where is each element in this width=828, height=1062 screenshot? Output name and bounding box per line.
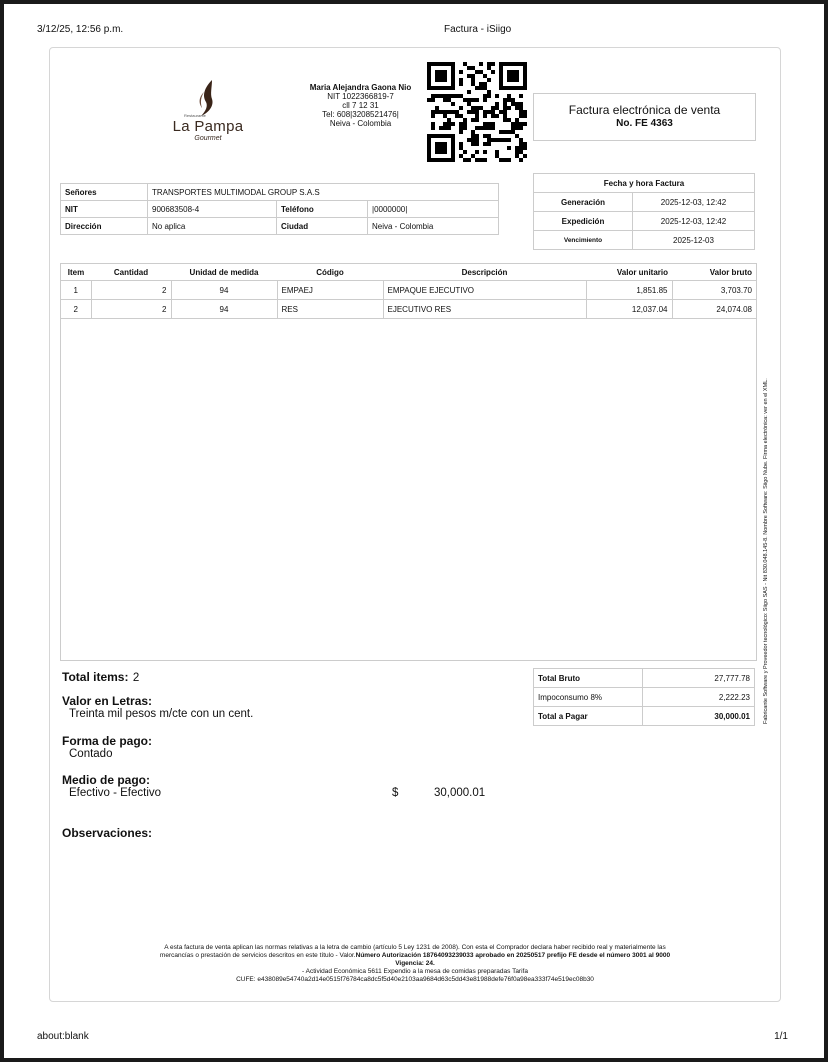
legal-vigencia: Vigencia: 24.: [395, 960, 435, 967]
medio-pago-label: Medio de pago:: [62, 773, 150, 787]
col-codigo: Código: [277, 264, 383, 281]
cell-codigo: RES: [277, 300, 383, 319]
cell-unidad: 94: [171, 300, 277, 319]
software-provider-note: Fabricante Software y Proveedor tecnológico: Siigo SAS - Nit 830.048.145-8. Nombre Software: Siigo Nube. Firma electrónica: ver en el XML.: [763, 378, 769, 724]
seller-phone: Tel: 608|3208521476|: [322, 110, 399, 119]
label-senores: Señores: [61, 184, 148, 201]
cell-descripcion: EJECUTIVO RES: [383, 300, 586, 319]
legal-text: [80, 944, 750, 984]
medio-pago: [62, 773, 522, 801]
cell-valor-unitario: 1,851.85: [586, 281, 672, 300]
col-valor-bruto: Valor bruto: [672, 264, 756, 281]
client-city: Neiva - Colombia: [368, 218, 499, 235]
client-address: No aplica: [148, 218, 277, 235]
total-bruto: 27,777.78: [643, 669, 755, 688]
forma-pago: [62, 734, 152, 760]
cell-item: 2: [61, 300, 91, 319]
cell-cantidad: 2: [91, 300, 171, 319]
date-generacion: 2025-12-03, 12:42: [633, 193, 755, 212]
legal-line: A esta factura de venta aplican las normas relativas a la letra de cambio (artículo 5 Ley 1231 de 2008). Con esta el Comprador declara haber recibido real y materialmente las: [164, 944, 666, 951]
label-nit: NIT: [61, 201, 148, 218]
table-row: [534, 688, 755, 707]
seller-address: cll 7 12 31: [342, 101, 379, 110]
date-expedicion: 2025-12-03, 12:42: [633, 212, 755, 231]
valor-letras-value: Treinta mil pesos m/cte con un cent.: [69, 708, 254, 720]
valor-letras: [62, 694, 253, 720]
client-name: TRANSPORTES MULTIMODAL GROUP S.A.S: [148, 184, 499, 201]
seller-nit: NIT 1022366819-7: [327, 92, 394, 101]
total-items-value: 2: [132, 672, 140, 684]
table-row: [534, 231, 755, 250]
total-items-label: Total items:: [62, 670, 129, 684]
total-pagar: 30,000.01: [643, 707, 755, 726]
dates-header: Fecha y hora Factura: [534, 174, 755, 193]
col-unidad: Unidad de medida: [171, 264, 277, 281]
legal-cufe: CUFE: e438089e54740a2d14e0515f76784ca8dc5f5d40e2103aa9684d63c5dd43e81988defe76f0a98ea333f74e519ec08b30: [236, 976, 594, 983]
cell-valor-bruto: 24,074.08: [672, 300, 756, 319]
print-url: about:blank: [37, 1031, 89, 1042]
table-row: [534, 174, 755, 193]
date-vencimiento: 2025-12-03: [633, 231, 755, 250]
invoice-document: [49, 47, 781, 1002]
invoice-title: Factura electrónica de venta: [568, 103, 721, 117]
cell-valor-unitario: 12,037.04: [586, 300, 672, 319]
col-cantidad: Cantidad: [91, 264, 171, 281]
logo-name: La Pampa: [172, 118, 244, 135]
col-descripcion: Descripción: [383, 264, 586, 281]
qr-code-icon: [427, 62, 527, 162]
items-header-row: [61, 264, 756, 281]
items-table: [61, 264, 756, 319]
col-item: Item: [61, 264, 91, 281]
label-ciudad: Ciudad: [277, 218, 368, 235]
valor-letras-label: Valor en Letras:: [62, 694, 153, 708]
legal-activity: - Actividad Económica 5611 Expendio a la mesa de comidas preparadas Tarifa: [302, 968, 528, 975]
cell-valor-bruto: 3,703.70: [672, 281, 756, 300]
print-page-count: 1/1: [774, 1031, 788, 1042]
total-items: [62, 668, 139, 686]
items-table-container: [60, 263, 757, 661]
restaurant-logo: [168, 78, 248, 148]
cell-unidad: 94: [171, 281, 277, 300]
totals-table: [533, 668, 755, 726]
label-impoconsumo: Impoconsumo 8%: [534, 688, 643, 707]
table-row: [534, 707, 755, 726]
medio-pago-currency: $: [392, 787, 399, 799]
print-page: [4, 4, 824, 1058]
table-row: [534, 669, 755, 688]
observaciones-label: Observaciones:: [62, 826, 153, 840]
col-valor-unitario: Valor unitario: [586, 264, 672, 281]
table-row: [61, 300, 756, 319]
forma-pago-value: Contado: [69, 748, 113, 760]
seller-city: Neiva - Colombia: [329, 119, 392, 128]
invoice-title-box: [533, 93, 756, 141]
seller-info: [293, 83, 428, 128]
label-expedicion: Expedición: [534, 212, 633, 231]
label-total-bruto: Total Bruto: [534, 669, 643, 688]
dates-table: [533, 173, 755, 250]
forma-pago-label: Forma de pago:: [62, 734, 153, 748]
label-total-pagar: Total a Pagar: [534, 707, 643, 726]
print-title: Factura - iSiigo: [444, 24, 512, 35]
label-direccion: Dirección: [61, 218, 148, 235]
table-row: [61, 281, 756, 300]
legal-line: mercancías o prestación de servicios descritos en este título - Valor.: [159, 952, 356, 959]
impoconsumo: 2,222.23: [643, 688, 755, 707]
table-row: [534, 212, 755, 231]
logo-tagline: Restaurante: [184, 113, 206, 118]
table-row: [534, 193, 755, 212]
print-datetime: 3/12/25, 12:56 p.m.: [37, 24, 124, 35]
logo-subtitle: Gourmet: [194, 135, 222, 142]
table-row: [61, 201, 499, 218]
table-row: [61, 218, 499, 235]
invoice-number: No. FE 4363: [616, 118, 673, 129]
cell-cantidad: 2: [91, 281, 171, 300]
medio-pago-value: Efectivo - Efectivo: [69, 787, 162, 799]
client-phone: |0000000|: [368, 201, 499, 218]
legal-authorization: Número Autorización 18764093239033 aprobado en 20250517 prefijo FE desde el número 3001 al 9000: [355, 952, 671, 959]
cell-codigo: EMPAEJ: [277, 281, 383, 300]
label-generacion: Generación: [534, 193, 633, 212]
client-table: [60, 183, 499, 235]
medio-pago-amount: 30,000.01: [434, 787, 486, 799]
table-row: [61, 184, 499, 201]
client-nit: 900683508-4: [148, 201, 277, 218]
cell-item: 1: [61, 281, 91, 300]
flame-logo-icon: [168, 78, 248, 118]
label-vencimiento: Vencimiento: [534, 231, 633, 250]
label-telefono: Teléfono: [277, 201, 368, 218]
seller-name: Maria Alejandra Gaona Nio: [309, 83, 412, 92]
cell-descripcion: EMPAQUE EJECUTIVO: [383, 281, 586, 300]
